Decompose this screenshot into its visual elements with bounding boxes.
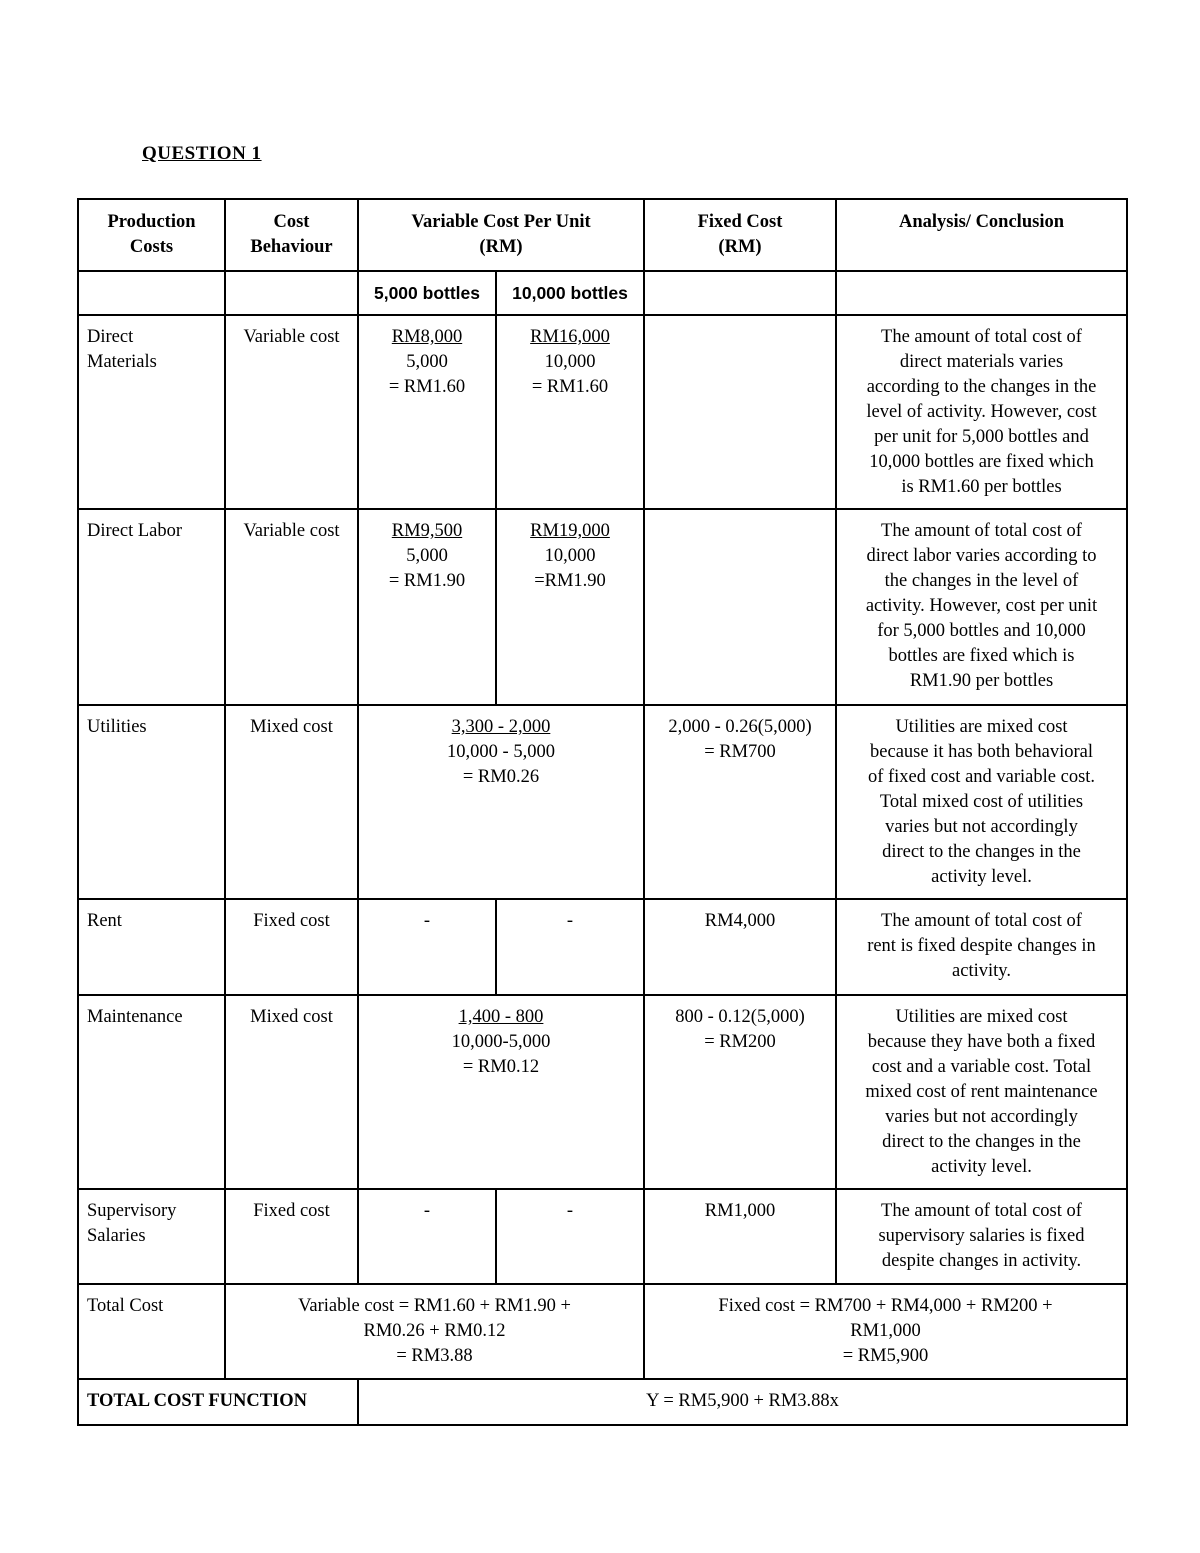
analysis-text: The amount of total cost of rent is fixed despite changes in activity. [836,899,1127,995]
header-analysis: Analysis/ Conclusion [836,199,1127,271]
cost-name: Supervisory Salaries [78,1189,225,1284]
cost-name: Utilities [78,705,225,899]
variable-cost-5000: RM8,000 5,000 = RM1.60 [358,315,496,509]
header-row [78,199,1127,271]
variable-cost-10000: RM16,000 10,000 = RM1.60 [496,315,644,509]
subheader-row [78,271,1127,315]
total-cost-function-label: TOTAL COST FUNCTION [78,1379,358,1425]
variable-cost: 3,300 - 2,000 10,000 - 5,000 = RM0.26 [358,705,644,899]
empty-cell [225,271,358,315]
cost-behaviour: Mixed cost [225,995,358,1189]
row-utilities [78,705,1127,899]
total-cost-function-formula: Y = RM5,900 + RM3.88x [358,1379,1127,1425]
cost-name: Maintenance [78,995,225,1189]
row-direct-labor [78,509,1127,705]
empty-cell [78,271,225,315]
cost-behaviour: Variable cost [225,315,358,509]
cost-behaviour: Mixed cost [225,705,358,899]
total-fixed-cost: Fixed cost = RM700 + RM4,000 + RM200 + RM1,000 = RM5,900 [644,1284,1127,1379]
variable-cost-5000: RM9,500 5,000 = RM1.90 [358,509,496,705]
variable-cost-5000: - [358,1189,496,1284]
analysis-text: Utilities are mixed cost because it has both behavioral of fixed cost and variable cost. Total mixed cost of utilities varies but not accordingly direct to the changes in the activity level. [836,705,1127,899]
analysis-text: The amount of total cost of supervisory salaries is fixed despite changes in activity. [836,1189,1127,1284]
header-cost-behaviour: Cost Behaviour [225,199,358,271]
cost-behaviour: Fixed cost [225,899,358,995]
cost-name: Total Cost [78,1284,225,1379]
row-supervisory-salaries [78,1189,1127,1284]
fixed-cost [644,315,836,509]
production-cost-table [77,198,1128,1426]
row-total-cost [78,1284,1127,1379]
variable-cost-5000: - [358,899,496,995]
empty-cell [836,271,1127,315]
fixed-cost: 2,000 - 0.26(5,000) = RM700 [644,705,836,899]
fixed-cost [644,509,836,705]
cost-behaviour: Variable cost [225,509,358,705]
row-rent [78,899,1127,995]
fixed-cost: RM4,000 [644,899,836,995]
subheader-5000-bottles: 5,000 bottles [358,271,496,315]
cost-name: Direct Labor [78,509,225,705]
variable-cost-10000: - [496,899,644,995]
row-total-cost-function [78,1379,1127,1425]
subheader-10000-bottles: 10,000 bottles [496,271,644,315]
row-maintenance [78,995,1127,1189]
question-title: QUESTION 1 [142,143,262,164]
total-variable-cost: Variable cost = RM1.60 + RM1.90 + RM0.26 + RM0.12 = RM3.88 [225,1284,644,1379]
cost-behaviour: Fixed cost [225,1189,358,1284]
header-variable-cost: Variable Cost Per Unit (RM) [358,199,644,271]
variable-cost: 1,400 - 800 10,000-5,000 = RM0.12 [358,995,644,1189]
row-direct-materials [78,315,1127,509]
cost-name: Direct Materials [78,315,225,509]
empty-cell [644,271,836,315]
analysis-text: The amount of total cost of direct materials varies according to the changes in the level of activity. However, cost per unit for 5,000 bottles and 10,000 bottles are fixed which is RM1.60 per bottles [836,315,1127,509]
analysis-text: Utilities are mixed cost because they have both a fixed cost and a variable cost. Total mixed cost of rent maintenance varies but not accordingly direct to the changes in the activity level. [836,995,1127,1189]
variable-cost-10000: - [496,1189,644,1284]
fixed-cost: RM1,000 [644,1189,836,1284]
fixed-cost: 800 - 0.12(5,000) = RM200 [644,995,836,1189]
header-fixed-cost: Fixed Cost (RM) [644,199,836,271]
header-production-costs: Production Costs [78,199,225,271]
variable-cost-10000: RM19,000 10,000 =RM1.90 [496,509,644,705]
cost-name: Rent [78,899,225,995]
analysis-text: The amount of total cost of direct labor varies according to the changes in the level of activity. However, cost per unit for 5,000 bottles and 10,000 bottles are fixed which is RM1.90 per bottles [836,509,1127,705]
